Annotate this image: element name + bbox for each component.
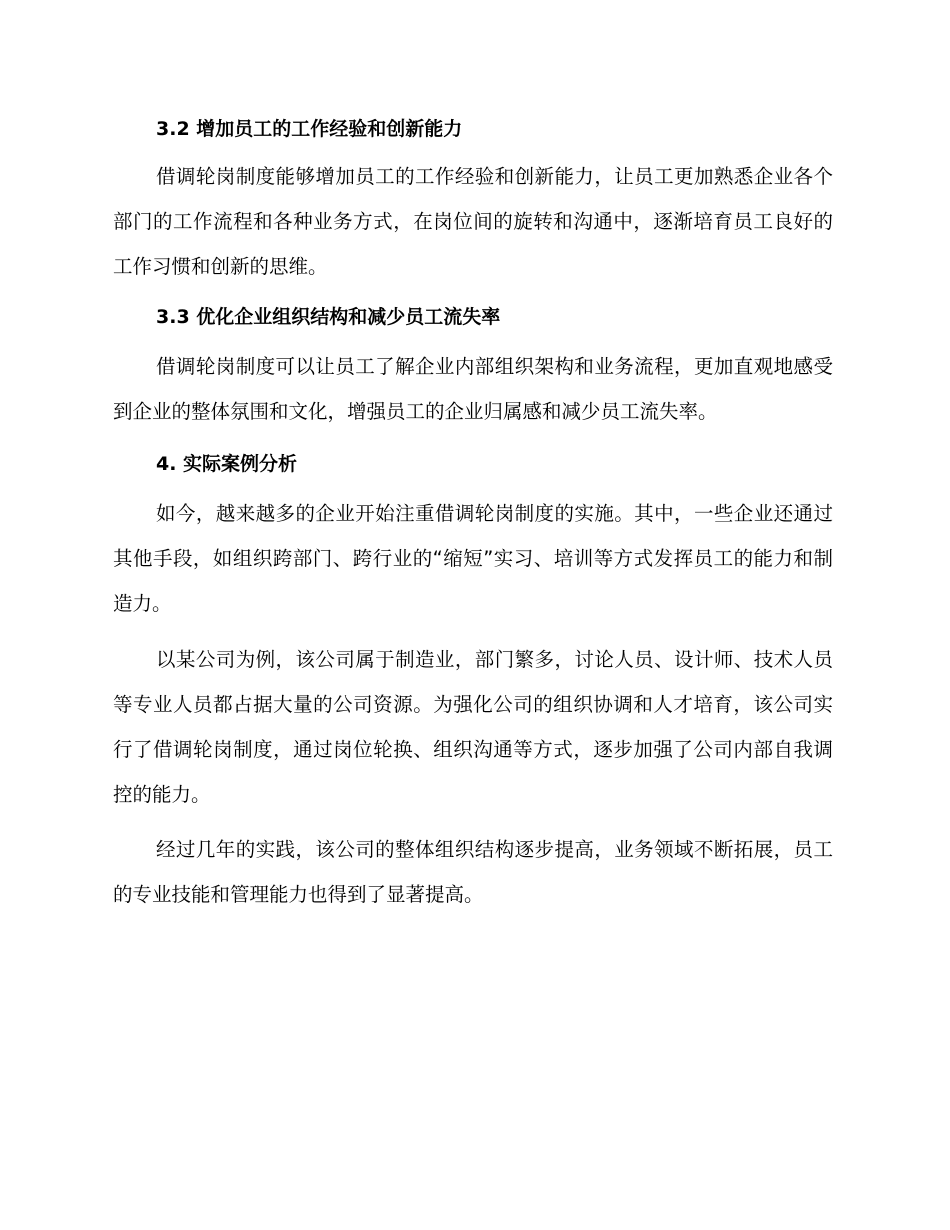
section-heading-4: 4. 实际案例分析 <box>156 453 298 475</box>
section-paragraph-4-3: 经过几年的实践，该公司的整体组织结构逐步提高，业务领域不断拓展，员工的专业技能和管理能力也得到了显著提高。 <box>113 838 833 906</box>
section-heading-3-2: 3.2 增加员工的工作经验和创新能力 <box>156 118 463 140</box>
document-body <box>113 112 833 917</box>
section-paragraph-3-3: 借调轮岗制度可以让员工了解企业内部组织架构和业务流程，更加直观地感受到企业的整体氛围和文化，增强员工的企业归属感和减少员工流失率。 <box>113 355 833 423</box>
section-paragraph-4-1: 如今，越来越多的企业开始注重借调轮岗制度的实施。其中，一些企业还通过其他手段，如组织跨部门、跨行业的“缩短”实习、培训等方式发挥员工的能力和制造力。 <box>113 502 833 615</box>
section-paragraph-3-2: 借调轮岗制度能够增加员工的工作经验和创新能力，让员工更加熟悉企业各个部门的工作流程和各种业务方式，在岗位间的旋转和沟通中，逐渐培育员工良好的工作习惯和创新的思维。 <box>113 165 833 278</box>
section-paragraph-4-2: 以某公司为例，该公司属于制造业，部门繁多，讨论人员、设计师、技术人员等专业人员都占据大量的公司资源。为强化公司的组织协调和人才培育，该公司实行了借调轮岗制度，通过岗位轮换、组织沟通等方式，逐步加强了公司内部自我调控的能力。 <box>113 648 833 806</box>
section-heading-3-3: 3.3 优化企业组织结构和减少员工流失率 <box>156 306 501 328</box>
